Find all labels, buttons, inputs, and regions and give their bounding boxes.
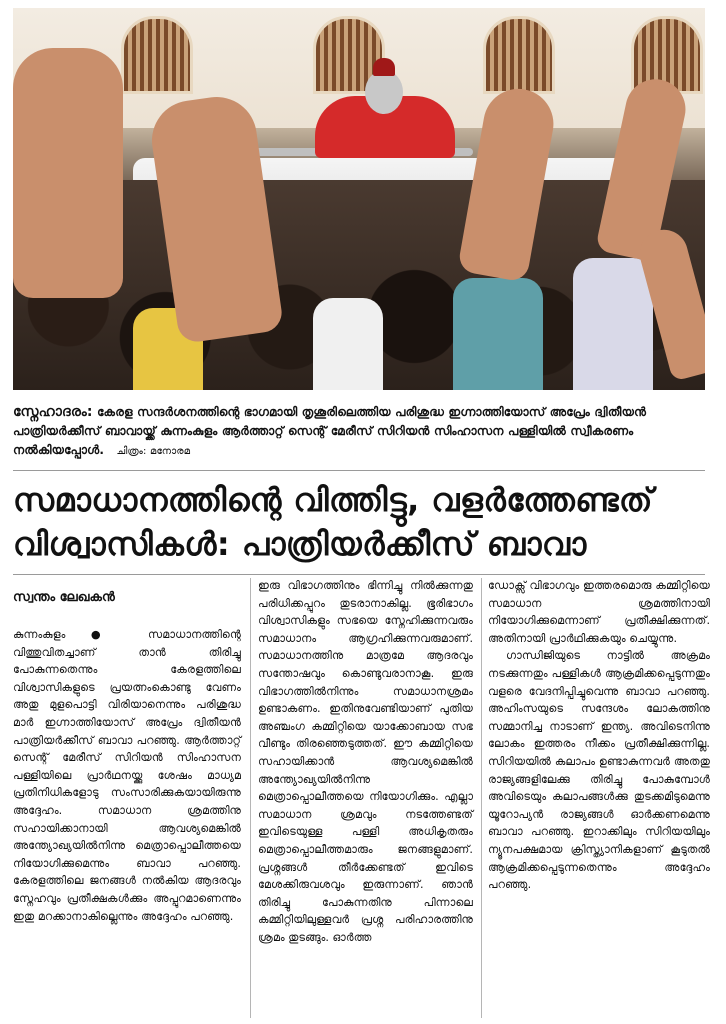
patriarch-head: [365, 70, 403, 114]
column-separator: [481, 578, 482, 1018]
crowd-person: [313, 298, 383, 390]
news-photo: [13, 8, 705, 390]
column-text: കുന്നംകുളം ● സമാധാനത്തിന്റെ വിത്തുവിതച്ചാണ് താൻ തിരിച്ചു പോകുന്നതെന്നും കേരളത്തിലെ വിശ്വാസികളുടെ പ്രയത്നംകൊണ്ടു വേണം അതു മുളപൊട്ടി വിരിയാനെന്നും പരിശുദ്ധ മാർ ഇഗ്നാത്തിയോസ് അപ്രേം ദ്വിതീയൻ പാത്രിയർക്കീസ് ബാവാ പറഞ്ഞു. ആർത്താറ്റ് സെന്റ് മേരീസ് സിറിയൻ സിംഹാസന പള്ളിയിലെ പ്രാർഥനയ്ക്കു ശേഷം മാധ്യമ പ്രതിനിധികളോടു സംസാരിക്കുകയായിരുന്നു അദ്ദേഹം. സമാധാന ശ്രമത്തിനു സഹായിക്കാനായി ആവശ്യമെങ്കിൽ അന്ത്യോഖ്യയിൽനിന്നു മെത്രാപ്പൊലീത്തയെ നിയോഗിക്കുമെന്നും ബാവാ പറഞ്ഞു. കേരളത്തിലെ ജനങ്ങൾ നൽകിയ ആദരവും സ്നേഹവും പ്രതീക്ഷകൾക്കും അപ്പുറമാണെന്നും ഇതു മറക്കാനാകില്ലെന്നും അദ്ദേഹം പറഞ്ഞു.: [13, 628, 241, 923]
article-column-2: [258, 577, 473, 946]
divider: [13, 470, 705, 471]
article-column-1: [13, 626, 241, 925]
church-arch: [121, 16, 193, 94]
patriarch-mitre: [373, 58, 395, 76]
headline-line-2: വിശ്വാസികൾ: പാത്രിയർക്കീസ് ബാവാ: [13, 525, 587, 563]
divider: [13, 574, 705, 575]
article-column-3: [488, 577, 710, 894]
column-text: ഗാന്ധിജിയുടെ നാട്ടിൽ അക്രമം നടക്കുന്നതും പള്ളികൾ ആക്രമിക്കപ്പെടുന്നതും വളരെ വേദനിപ്പിച്ചുവെന്നു ബാവാ പറഞ്ഞു. അഹിംസയുടെ സന്ദേശം ലോകത്തിനു സമ്മാനിച്ച നാടാണ് ഇന്ത്യ. അവിടെനിന്നു ലോകം ഇത്തരം നീക്കം പ്രതീക്ഷിക്കുന്നില്ല. സിറിയയിൽ കലാപം ഉണ്ടാകുന്നവർ അതതു രാജ്യങ്ങളിലേക്കു തിരിച്ചു പോകുമ്പോൾ അവിടെയും കലാപങ്ങൾക്കു തുടക്കമിടുമെന്നു യൂറോപ്യൻ രാജ്യങ്ങൾ ഓർക്കണമെന്നു ബാവാ പറഞ്ഞു. ഇറാക്കിലും സിറിയയിലും ന്യൂനപക്ഷമായ ക്രിസ്ത്യാനികളാണ് കൂടുതൽ ആക്രമിക്കപ്പെടുന്നതെന്നും അദ്ദേഹം പറഞ്ഞു.: [488, 649, 710, 892]
column-separator: [250, 578, 251, 1018]
photo-credit: ചിത്രം: മനോരമ: [116, 446, 191, 457]
byline: സ്വന്തം ലേഖകൻ: [13, 590, 115, 605]
headline-line-1: സമാധാനത്തിന്റെ വിത്തിട്ടു, വളർത്തേണ്ടത്: [13, 481, 653, 519]
headline: [13, 478, 713, 566]
crowd-person: [453, 278, 543, 390]
church-arch: [483, 16, 555, 94]
raised-hand: [13, 48, 123, 298]
column-text: ഇരു വിഭാഗത്തിനും ഭിന്നിച്ചു നിൽക്കുന്നതു പരിധിക്കപ്പുറം തുടരാനാകില്ല. ഭൂരിഭാഗം വിശ്വാസികളും സഭയെ സ്നേഹിക്കുന്നവരും സമാധാനം ആഗ്രഹിക്കുന്നവരുമാണ്. സമാധാനത്തിനു മാത്രമേ ആദരവും സന്തോഷവും കൊണ്ടുവരാനാകൂ. ഇരു വിഭാഗത്തിൽനിന്നും സമാധാനശ്രമം ഉണ്ടാകണം. ഇതിനുവേണ്ടിയാണ് പുതിയ അഞ്ചംഗ കമ്മിറ്റിയെ യാക്കോബായ സഭ വീണ്ടും തിരഞ്ഞെടുത്തത്. ഈ കമ്മിറ്റിയെ സഹായിക്കാൻ ആവശ്യമെങ്കിൽ അന്ത്യോഖ്യയിൽനിന്നു മെത്രാപ്പൊലീത്തയെ നിയോഗിക്കും. എല്ലാ സമാധാന ശ്രമവും നടത്തേണ്ടത് ഇവിടെയുള്ള പള്ളി അധികൃതരും മെത്രാപ്പൊലീത്തമാരും ജനങ്ങളുമാണ്. പ്രശ്നങ്ങൾ തീർക്കേണ്ടത് ഇവിടെ മേശക്കിരുവശവും ഇരുന്നാണ്. ഞാൻ തിരിച്ചു പോകുന്നതിനു പിന്നാലെ കമ്മിറ്റിയിലുള്ളവർ പ്രശ്ന പരിഹാരത്തിനു ശ്രമം തുടങ്ങും. ഓർത്ത: [258, 579, 473, 944]
column-text: ഡോക്സ് വിഭാഗവും ഇത്തരമൊരു കമ്മിറ്റിയെ സമാധാന ശ്രമത്തിനായി നിയോഗിക്കുമെന്നാണ് പ്രതീക്ഷിക്കുന്നത്. അതിനായി പ്രാർഥിക്കുകയും ചെയ്യുന്നു.: [488, 579, 710, 645]
crowd-person: [573, 258, 653, 390]
caption-text: കേരള സന്ദർശനത്തിന്റെ ഭാഗമായി തൃശൂരിലെത്തിയ പരിശുദ്ധ ഇഗ്നാത്തിയോസ് അപ്രേം ദ്വിതീയൻ പാത്രിയർക്കീസ് ബാവായ്ക്ക് കുന്നംകുളം ആർത്താറ്റ് സെന്റ് മേരീസ് സിറിയൻ സിംഹാസന പള്ളിയിൽ സ്വീകരണം നൽകിയപ്പോൾ.: [13, 405, 647, 457]
caption-lead: സ്നേഹാദരം:: [13, 404, 93, 420]
photo-caption: [13, 403, 705, 461]
